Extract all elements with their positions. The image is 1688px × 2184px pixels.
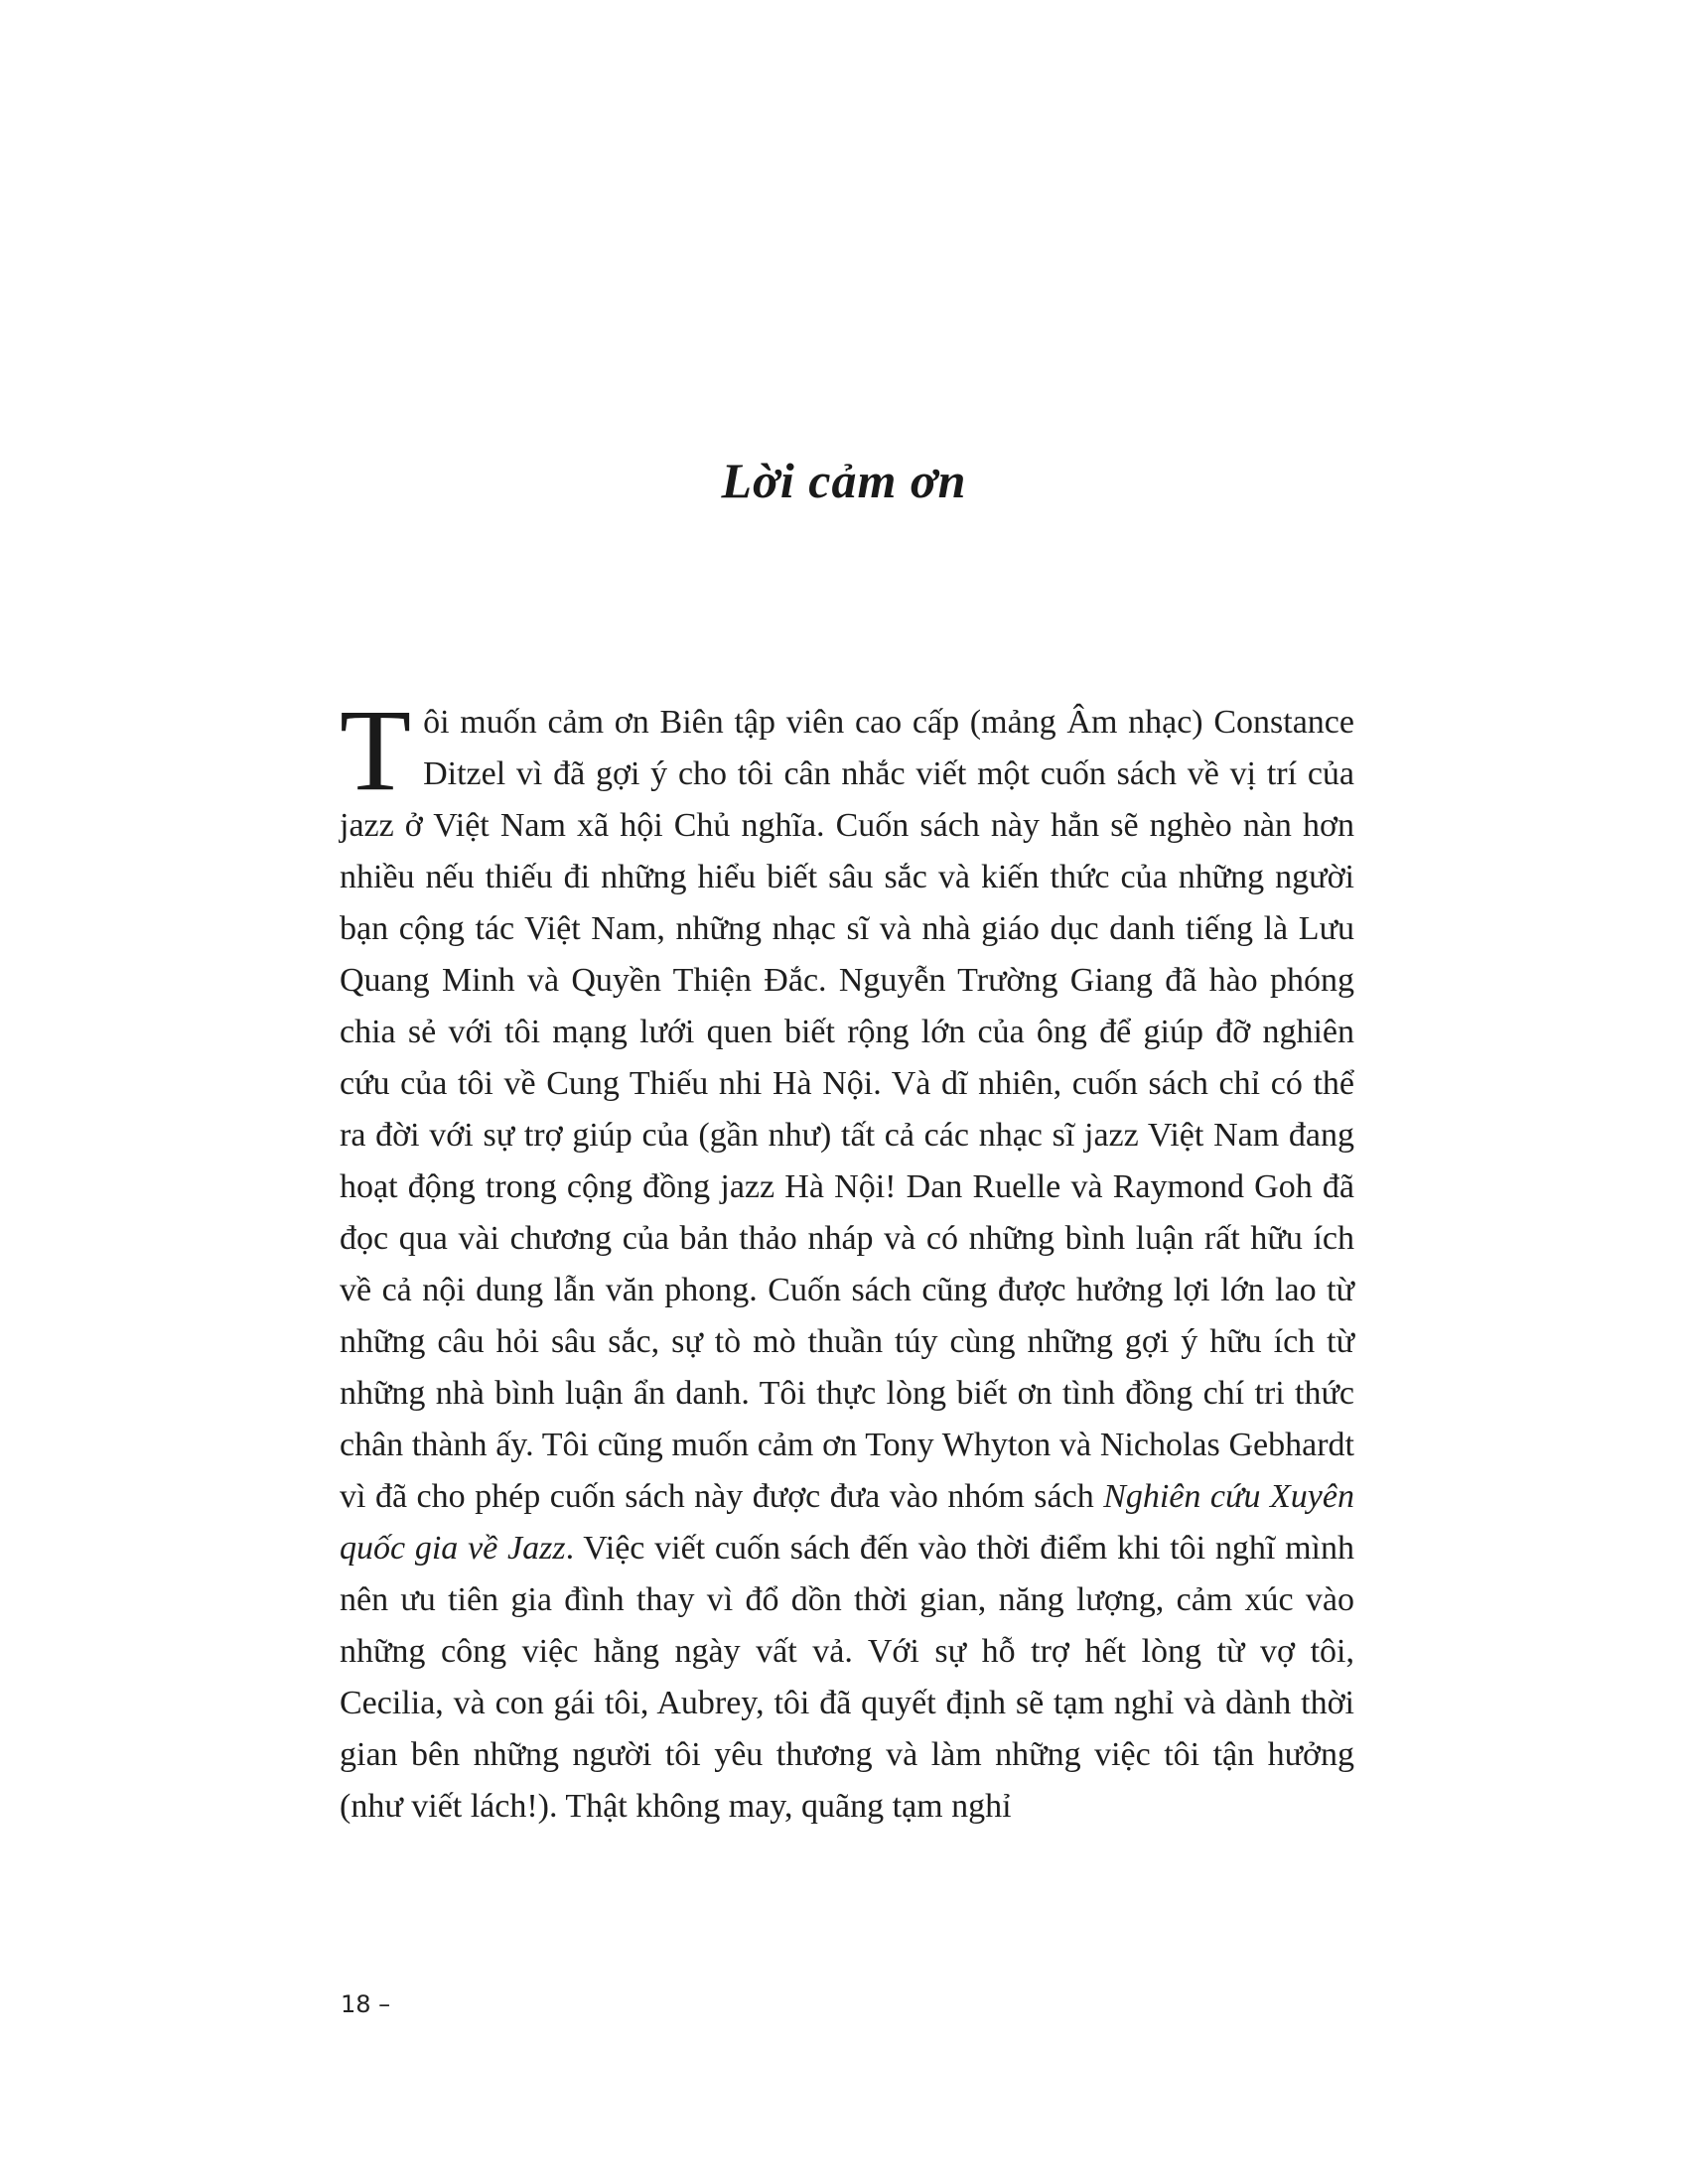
- paragraph-text-part1: ôi muốn cảm ơn Biên tập viên cao cấp (mảng Âm nhạc) Constance Ditzel vì đã gợi ý cho tôi cân nhắc viết một cuốn sách về vị trí của jazz ở Việt Nam xã hội Chủ nghĩa. Cuốn sách này hẳn sẽ nghèo nàn hơn nhiều nếu thiếu đi những hiểu biết sâu sắc và kiến thức của những người bạn cộng tác Việt Nam, những nhạc sĩ và nhà giáo dục danh tiếng là Lưu Quang Minh và Quyền Thiện Đắc. Nguyễn Trường Giang đã hào phóng chia sẻ với tôi mạng lưới quen biết rộng lớn của ông để giúp đỡ nghiên cứu của tôi về Cung Thiếu nhi Hà Nội. Và dĩ nhiên, cuốn sách chỉ có thể ra đời với sự trợ giúp của (gần như) tất cả các nhạc sĩ jazz Việt Nam đang hoạt động trong cộng đồng jazz Hà Nội! Dan Ruelle và Raymond Goh đã đọc qua vài chương của bản thảo nháp và có những bình luận rất hữu ích về cả nội dung lẫn văn phong. Cuốn sách cũng được hưởng lợi lớn lao từ những câu hỏi sâu sắc, sự tò mò thuần túy cùng những gợi ý hữu ích từ những nhà bình luận ẩn danh. Tôi thực lòng biết ơn tình đồng chí tri thức chân thành ấy. Tôi cũng muốn cảm ơn Tony Whyton và Nicholas Gebhardt vì đã cho phép cuốn sách này được đưa vào nhóm sách: [340, 704, 1354, 1515]
- page-title: Lời cảm ơn: [721, 453, 967, 508]
- series-title: Nghiên cứu Xuyên quốc gia về Jazz: [340, 1478, 1354, 1567]
- drop-cap-letter: T: [340, 685, 412, 815]
- page-number: 18 –: [341, 1990, 391, 2018]
- acknowledgement-paragraph: [340, 685, 1354, 1833]
- paragraph-text-part2: . Việc viết cuốn sách đến vào thời điểm khi tôi nghĩ mình nên ưu tiên gia đình thay vì đổ dồn thời gian, năng lượng, cảm xúc vào những công việc hằng ngày vất vả. Với sự hỗ trợ hết lòng từ vợ tôi, Cecilia, và con gái tôi, Aubrey, tôi đã quyết định sẽ tạm nghỉ và dành thời gian bên những người tôi yêu thương và làm những việc tôi tận hưởng (như viết lách!). Thật không may, quãng tạm nghỉ: [340, 1530, 1354, 1825]
